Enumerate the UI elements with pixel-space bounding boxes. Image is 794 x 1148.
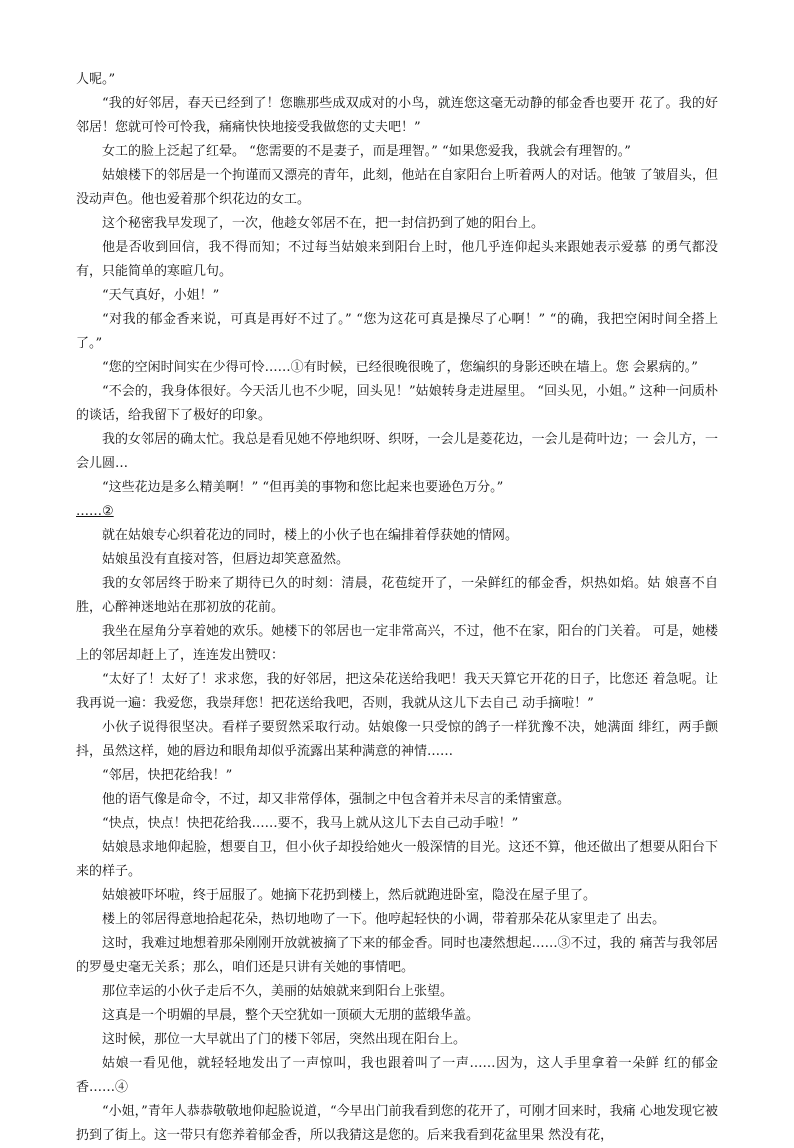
story-paragraph: 小伙子说得很坚决。看样子要贸然采取行动。姑娘像一只受惊的鸽子一样犹豫不决，她满面 绯红，两手颤抖，虽然这样，她的唇边和眼角却似乎流露出某种满意的神情…… <box>76 720 718 759</box>
story-paragraph: 我坐在屋角分享着她的欢乐。她楼下的邻居也一定非常高兴，不过，他不在家，阳台的门关着。 可是，她楼上的邻居却赶上了，连连发出赞叹： <box>76 624 718 663</box>
story-paragraph: 这时候，那位一大早就出了门的楼下邻居，突然出现在阳台上。 <box>102 1032 467 1047</box>
story-paragraph: “您的空闲时间实在少得可怜……①有时候，已经很晚很晚了，您编织的身影还映在墙上。您 会累病的。” <box>102 360 698 375</box>
story-paragraph: 人呢。” <box>76 72 116 87</box>
story-paragraph: 那位幸运的小伙子走后不久，美丽的姑娘就来到阳台上张望。 <box>102 984 454 999</box>
story-paragraph: 姑娘虽没有直接对答，但唇边却笑意盈然。 <box>102 552 350 567</box>
story-paragraph: “不会的，我身体很好。今天活儿也不少呢，回头见！”姑娘转身走进屋里。 “回头见，小姐。” 这种一问质朴的谈话，给我留下了极好的印象。 <box>76 384 718 423</box>
story-paragraph: 这个秘密我早发现了，一次，他趁女邻居不在，把一封信扔到了她的阳台上。 <box>102 216 545 231</box>
story-paragraph: ……② <box>76 504 114 519</box>
story-paragraph: 他是否收到回信，我不得而知；不过每当姑娘来到阳台上时，他几乎连仰起头来跟她表示爱慕 的勇气都没有，只能简单的寒暄几句。 <box>76 240 718 279</box>
story-paragraph: “天气真好，小姐！” <box>102 288 220 303</box>
story-paragraph: 我的女邻居的确太忙。我总是看见她不停地织呀、织呀，一会儿是菱花边，一会儿是荷叶边；一 会儿方，一会儿圆… <box>76 432 718 471</box>
story-paragraph: 这真是一个明媚的早晨，整个天空犹如一顶硕大无朋的蓝缎华盖。 <box>102 1008 480 1023</box>
story-paragraph: 这时，我难过地想着那朵刚刚开放就被摘了下来的郁金香。同时也凄然想起……③不过，我的 痛苦与我邻居的罗曼史毫无关系；那么，咱们还是只讲有关她的事情吧。 <box>76 936 718 975</box>
story-paragraph: 姑娘楼下的邻居是一个拘谨而又漂亮的青年，此刻，他站在自家阳台上听着两人的对话。他皱 了皱眉头，但没动声色。他也爱着那个织花边的女工。 <box>76 168 718 207</box>
story-paragraph: “太好了！太好了！求求您，我的好邻居，把这朵花送给我吧！我天天算它开花的日子，比您还 着急呢。让我再说一遍：我爱您，我崇拜您！把花送给我吧，否则，我就从这儿下去自己 动手摘啦！” <box>76 672 718 711</box>
story-paragraph: 女工的脸上泛起了红晕。 “您需要的不是妻子，而是理智。” “如果您爱我，我就会有理智的。” <box>102 144 631 159</box>
story-paragraph: 我的女邻居终于盼来了期待已久的时刻：清晨，花苞绽开了，一朵鲜红的郁金香，炽热如焰。姑 娘喜不自胜，心醉神迷地站在那初放的花前。 <box>76 576 718 615</box>
story-paragraph: 他的语气像是命令，不过，却又非常俘体，强制之中包含着并未尽言的柔情蜜意。 <box>102 792 571 807</box>
story-paragraph: “快点，快点！快把花给我……要不，我马上就从这儿下去自己动手啦！” <box>102 816 519 831</box>
story-paragraph: 姑娘一看见他，就轻轻地发出了一声惊叫，我也跟着叫了一声……因为，这人手里拿着一朵鲜 红的郁金香……④ <box>76 1056 718 1095</box>
story-paragraph: “对我的郁金香来说，可真是再好不过了。” “您为这花可真是操尽了心啊！” “的确，我把空闲时间全搭上了。” <box>76 312 718 351</box>
story-paragraph: 姑娘被吓坏啦，终于屈服了。她摘下花扔到楼上，然后就跑进卧室，隐没在屋子里了。 <box>102 888 597 903</box>
story-paragraph: “这些花边是多么精美啊！” “但再美的事物和您比起来也要逊色万分。” <box>102 480 504 495</box>
story-paragraph: “小姐，”青年人恭恭敬敬地仰起脸说道，“今早出门前我看到您的花开了，可刚才回来时，我痛 心地发现它被扔到了街上。这一带只有您养着郁金香，所以我猜这是您的。后来我看到花盆里果 然没有花， <box>76 1104 718 1143</box>
story-paragraph: 就在姑娘专心织着花边的同时，楼上的小伙子也在编排着俘获她的情网。 <box>102 528 519 543</box>
story-paragraph: 楼上的邻居得意地拾起花朵，热切地吻了一下。他哼起轻快的小调，带着那朵花从家里走了 出去。 <box>102 912 666 927</box>
story-paragraph: “我的好邻居，春天已经到了！您瞧那些成双成对的小鸟，就连您这毫无动静的郁金香也要开 花了。我的好邻居！您就可怜可怜我，痛痛快快地接受我做您的丈夫吧！” <box>76 96 718 135</box>
story-paragraph: 姑娘恳求地仰起脸，想要自卫，但小伙子却投给她火一般深情的目光。这还不算，他还做出了想要从阳台下来的样子。 <box>76 840 718 879</box>
story-paragraph: “邻居，快把花给我！” <box>102 768 233 783</box>
